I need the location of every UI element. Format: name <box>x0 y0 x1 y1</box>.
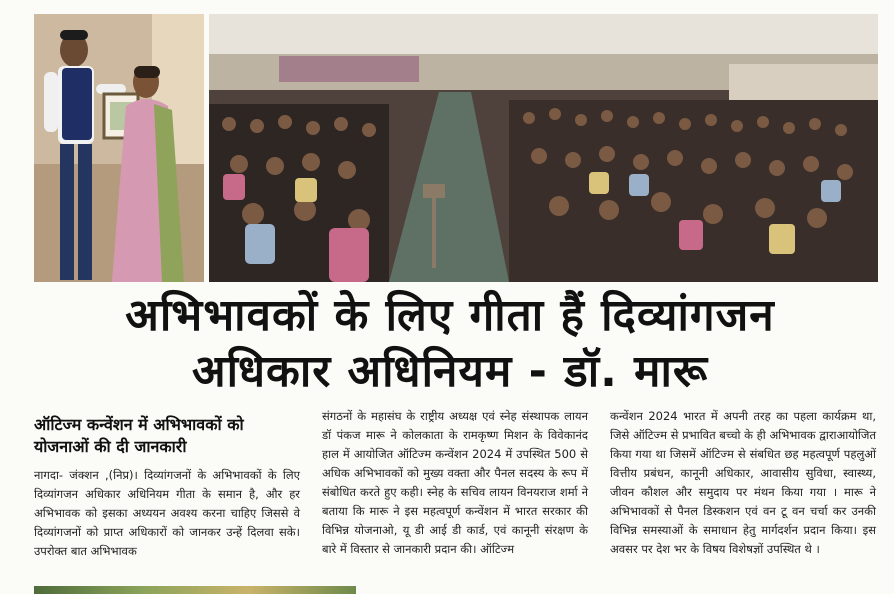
article-column-2: संगठनों के महासंघ के राष्ट्रीय अध्यक्ष एवं स्नेह संस्थापक लायन डॉ पंकज मारू ने कोलकाता के रामकृष्ण मिशन के विवेकानंद हाल में आयोजित ऑटिज्म कन्वेंशन 2024 में उपस्थित 500 से अधिक अभिभावकों को मुख्य वक्ता और पैनल सदस्य के रूप में संबोधित करते हुए कही। स्नेह के सचिव लायन विनयराज शर्मा ने बताया कि मारू ने इस महत्वपूर्ण कन्वेंशन में भारत सरकार की विभिन्न योजनाओ, यू डी आई डी कार्ड, एवं कानूनी संरक्षण के बारे में विस्तार से जानकारी प्रदान की। ऑटिज्म <box>322 409 588 556</box>
photo-award-presentation <box>34 14 204 282</box>
next-photo-strip <box>34 586 356 594</box>
photo-convention-audience <box>209 14 878 282</box>
subheadline: ऑटिज्म कन्वेंशन में अभिभावकों को योजनाओं की दी जानकारी <box>34 415 244 456</box>
headline-line-1: अभिभावकों के लिए गीता हैं दिव्यांगजन <box>125 290 775 341</box>
audience-photo-illustration <box>209 14 878 282</box>
article-column-3: कन्वेंशन 2024 भारत में अपनी तरह का पहला कार्यक्रम था, जिसे ऑटिज्म से प्रभावित बच्चो के ही अभिभावक द्वाराआयोजित किया गया था जिसमें ऑटिज्म से संबधित छह महत्वपूर्ण पहलुओं वित्तीय प्रबंधन, कानूनी अधिकार, आवासीय सुविधा, स्वास्थ्य, जीवन कौशल और समुदाय पर मंथन किया गया । मारू ने अभिभावकों से पैनल डिस्कशन एवं वन टू वन चर्चा कर उनकी विभिन्न समस्याओं के समाधान हेतु मार्गदर्शन प्रदान किया। इस अवसर पर देश भर के विषय विशेषज्ञों उपस्थित थे । <box>610 409 876 556</box>
article-column-1: नागदा- जंक्शन ,(निप्र)। दिव्यांगजनों के अभिभावकों के लिए दिव्यांगजन अधिकार अधिनियम गीता के समान है, और हर अभिभावक को इसका अध्ययन अवश्य करना चाहिए जिससे वे दिव्यांगजनों को प्राप्त अधिकारों को जानकर उन्हें दिलवा सके। उपरोक्त बात अभिभावक <box>34 468 300 558</box>
award-photo-illustration <box>34 14 204 282</box>
headline-line-2: अधिकार अधिनियम - डॉ. मारू <box>191 346 709 397</box>
